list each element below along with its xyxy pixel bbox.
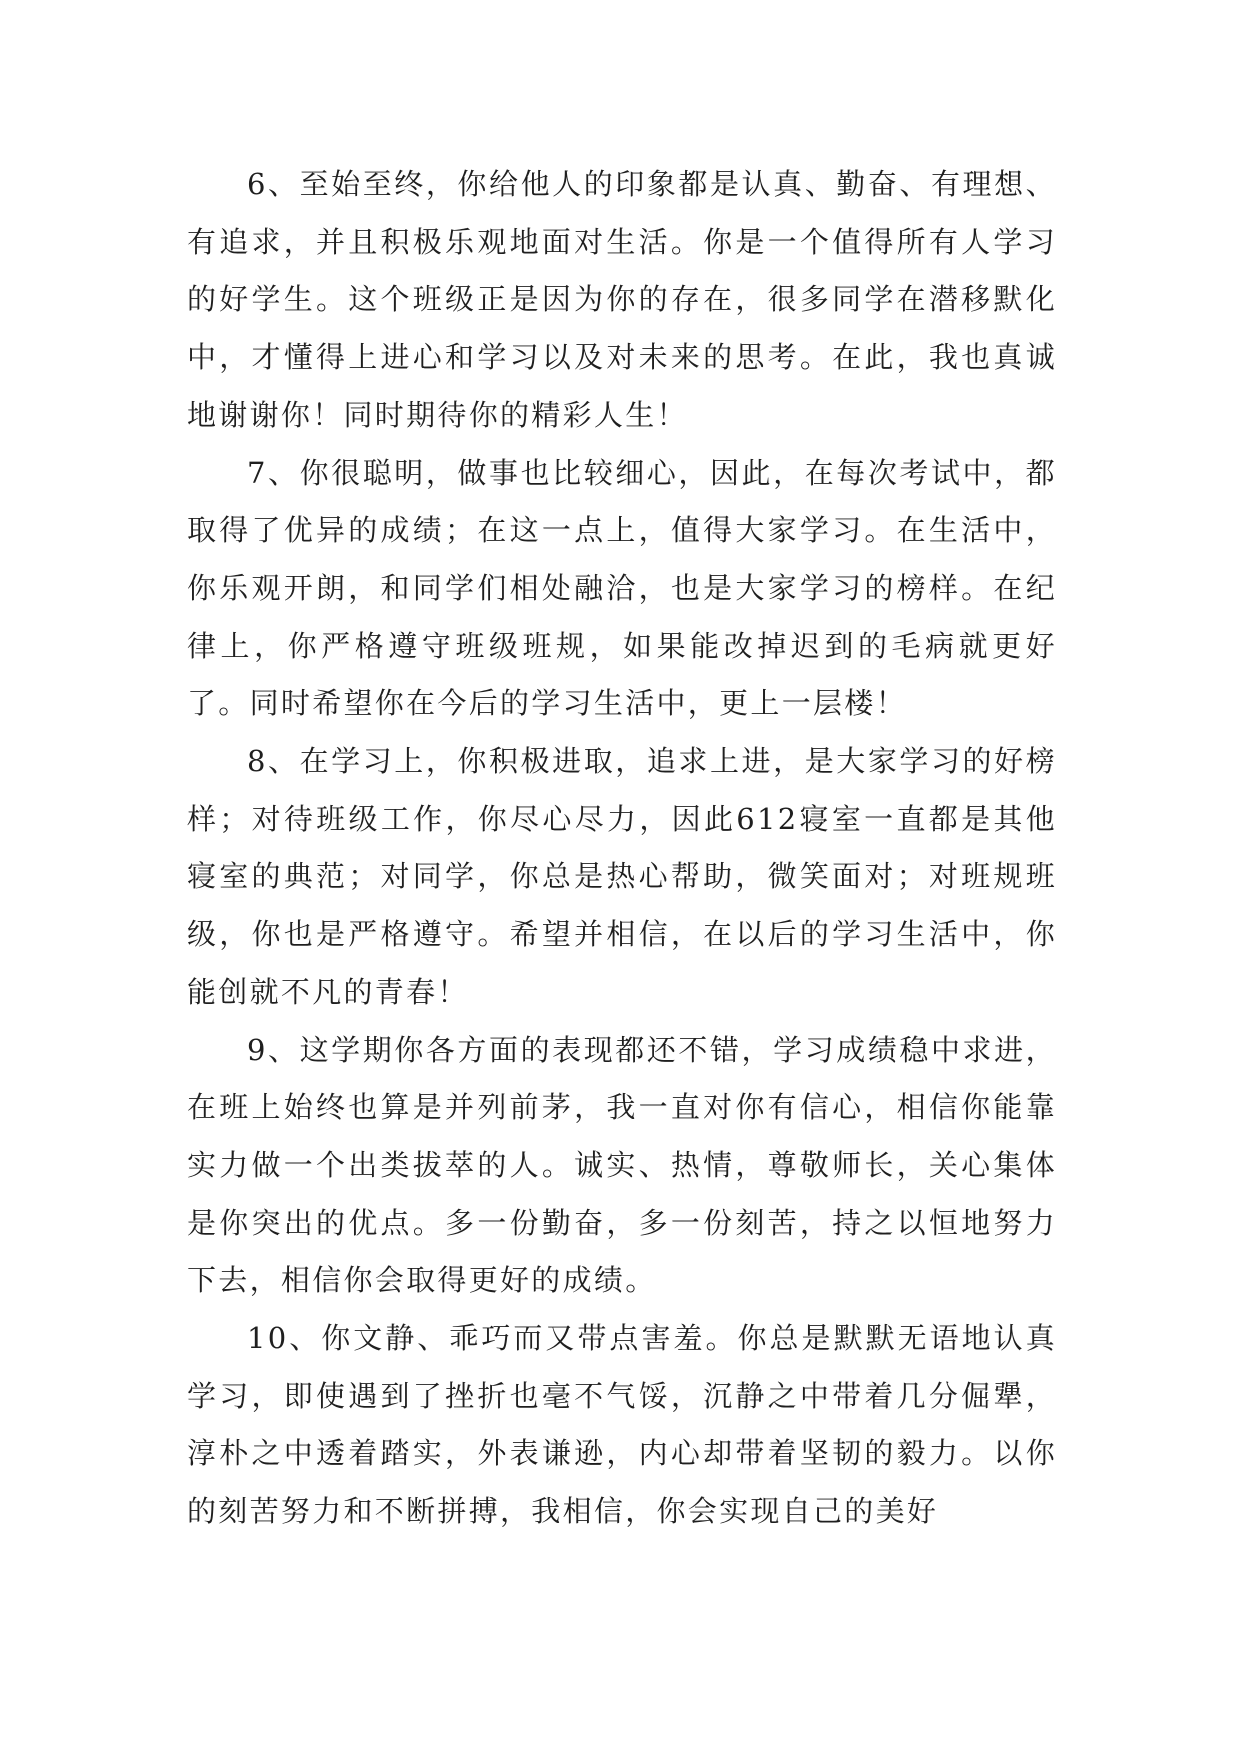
paragraph-7: 7、你很聪明，做事也比较细心，因此，在每次考试中，都取得了优异的成绩；在这一点上，值得大家学习。在生活中，你乐观开朗，和同学们相处融洽，也是大家学习的榜样。在纪律上，你严格遵守班级班规，如果能改掉迟到的毛病就更好了。同时希望你在今后的学习生活中，更上一层楼！ xyxy=(187,455,1057,721)
document-body xyxy=(187,156,1057,1541)
paragraph-10: 10、你文静、乖巧而又带点害羞。你总是默默无语地认真学习，即使遇到了挫折也毫不气馁，沉静之中带着几分倔犟，淳朴之中透着踏实，外表谦逊，内心却带着坚韧的毅力。以你的刻苦努力和不断拼搏，我相信，你会实现自己的美好 xyxy=(187,1321,1057,1529)
paragraph-8: 8、在学习上，你积极进取，追求上进，是大家学习的好榜样；对待班级工作，你尽心尽力，因此612寝室一直都是其他寝室的典范；对同学，你总是热心帮助，微笑面对；对班规班级，你也是严格遵守。希望并相信，在以后的学习生活中，你能创就不凡的青春！ xyxy=(187,744,1057,1009)
paragraph-9: 9、这学期你各方面的表现都还不错，学习成绩稳中求进，在班上始终也算是并列前茅，我一直对你有信心，相信你能靠实力做一个出类拔萃的人。诚实、热情，尊敬师长，关心集体是你突出的优点。多一份勤奋，多一份刻苦，持之以恒地努力下去，相信你会取得更好的成绩。 xyxy=(187,1032,1057,1298)
paragraph-6: 6、至始至终，你给他人的印象都是认真、勤奋、有理想、有追求，并且积极乐观地面对生活。你是一个值得所有人学习的好学生。这个班级正是因为你的存在，很多同学在潜移默化中，才懂得上进心和学习以及对未来的思考。在此，我也真诚地谢谢你！同时期待你的精彩人生！ xyxy=(187,167,1057,432)
